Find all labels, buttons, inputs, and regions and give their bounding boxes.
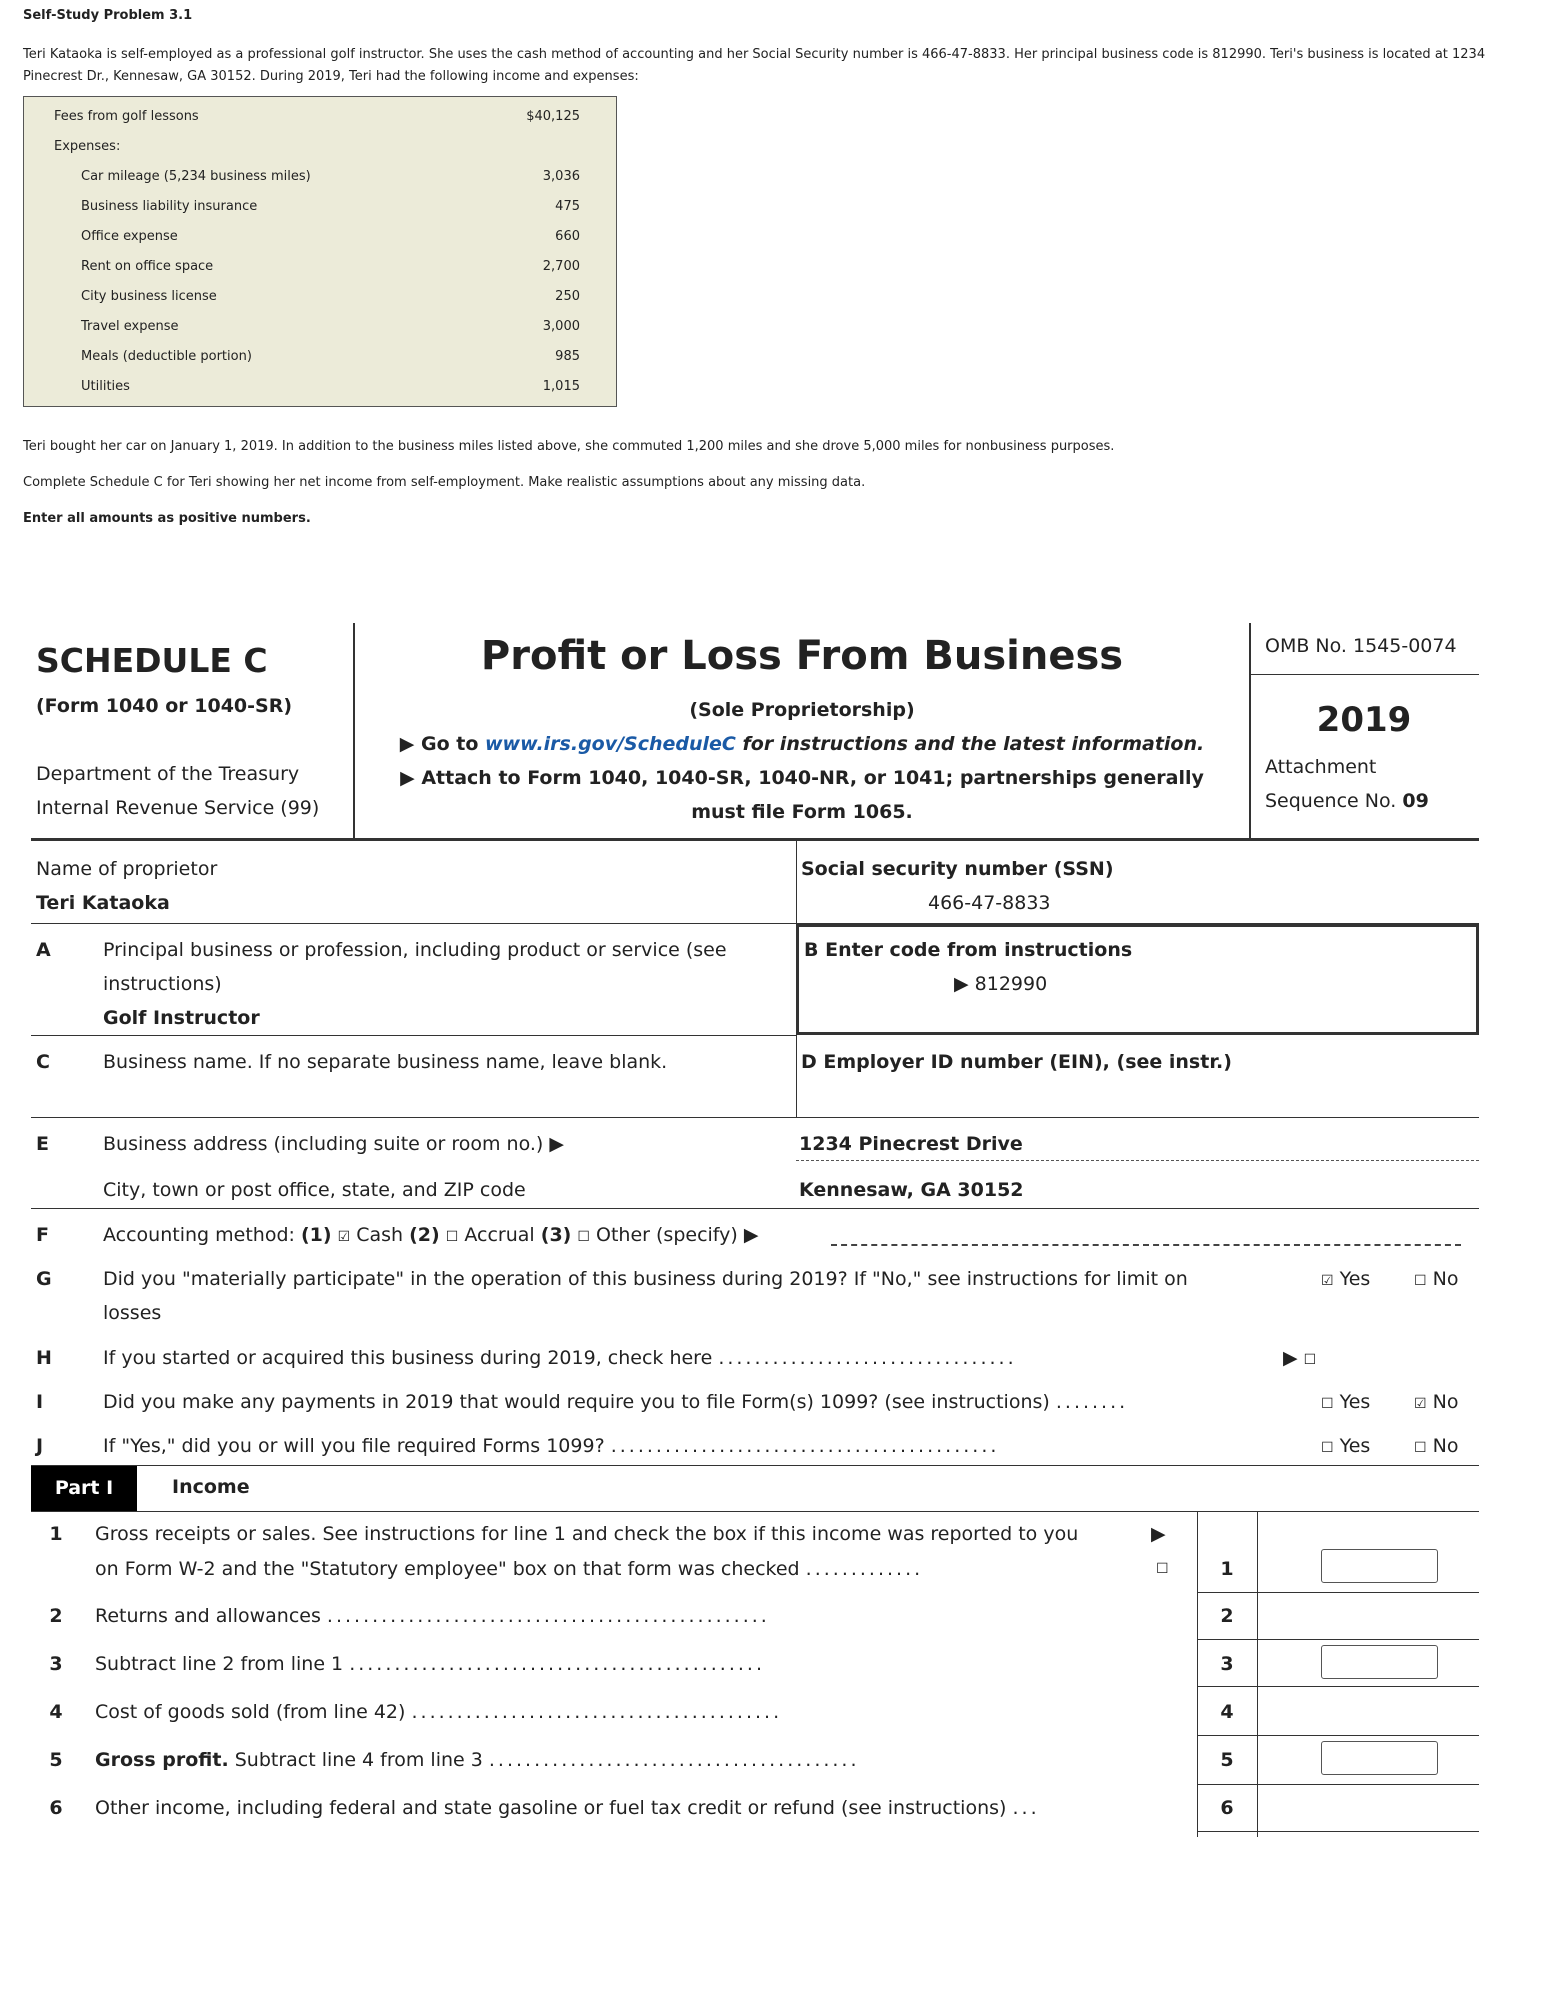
name-value[interactable]: Teri Kataoka: [36, 892, 170, 914]
form-header-left: [31, 623, 353, 838]
line-5-bold-text: Gross profit.: [95, 1749, 229, 1771]
line-f-letter: F: [36, 1224, 49, 1246]
line-g-label-1: Did you "materially participate" in the operation of this business during 2019? If "No," see instructions for limit on: [103, 1268, 1188, 1290]
tax-year: 2019: [1316, 700, 1412, 740]
line-e-letter: E: [36, 1133, 49, 1155]
expense-label: Rent on office space: [81, 259, 214, 274]
filed-1099-no[interactable]: [1414, 1435, 1458, 1457]
payments-1099-yes[interactable]: [1321, 1391, 1370, 1413]
business-city[interactable]: Kennesaw, GA 30152: [799, 1179, 1024, 1201]
line-j-label: If "Yes," did you or will you file required Forms 1099?: [103, 1435, 605, 1457]
line-6-box-number: 6: [1220, 1797, 1234, 1819]
car-note: Teri bought her car on January 1, 2019. In addition to the business miles listed above, she commuted 1,200 miles and she drove 5,000 miles for nonbusiness purposes.: [23, 439, 1115, 454]
line-5-row: Gross profit. Subtract line 4 from line 3 .........................................: [95, 1749, 860, 1771]
line-4-row: Cost of goods sold (from line 42) .........................................: [95, 1701, 783, 1723]
expense-amount: 3,000: [542, 319, 580, 334]
attach-line-1: ▶ Attach to Form 1040, 1040-SR, 1040-NR, or 1041; partnerships generally: [400, 767, 1204, 789]
line-a-letter: A: [36, 939, 51, 961]
attachment-label: Attachment: [1265, 756, 1377, 778]
line-3-row: Subtract line 2 from line 1 ..............................................: [95, 1653, 766, 1675]
line-4-number: 4: [49, 1701, 63, 1723]
accrual-label: Accrual: [464, 1224, 535, 1246]
line-e-label: Business address (including suite or room no.) ▶: [103, 1133, 564, 1155]
sequence-label: Sequence No.: [1265, 790, 1397, 812]
line-1-number: 1: [49, 1523, 63, 1545]
goto-suffix: for instructions and the latest information.: [735, 733, 1205, 755]
expenses-heading: Expenses:: [54, 139, 121, 154]
filed-1099-no-label: No: [1432, 1435, 1459, 1457]
payments-1099-yes-checkbox[interactable]: ☐: [1321, 1396, 1334, 1412]
arrow-right-icon: ▶: [1283, 1347, 1298, 1369]
department: Department of the Treasury: [36, 763, 300, 785]
line-1-row-2: on Form W-2 and the "Statutory employee" box on that form was checked .............: [95, 1558, 924, 1580]
cash-checkbox-checked[interactable]: ☑: [337, 1229, 351, 1245]
line-2-box-number: 2: [1220, 1605, 1234, 1627]
line-j-row: If "Yes," did you or will you file required Forms 1099? ...........................................: [103, 1435, 1000, 1457]
payments-1099-no-label: No: [1432, 1391, 1459, 1413]
line-5-text: Subtract line 4 from line 3: [228, 1749, 483, 1771]
line-e-city-label: City, town or post office, state, and ZIP code: [103, 1179, 526, 1201]
accounting-method-label: Accounting method:: [103, 1224, 295, 1246]
line-3-input[interactable]: [1321, 1645, 1438, 1679]
line-h-letter: H: [36, 1347, 52, 1369]
part-label: Part I: [31, 1466, 137, 1511]
line-3-number: 3: [49, 1653, 63, 1675]
expense-label: City business license: [81, 289, 217, 304]
form-reference: (Form 1040 or 1040-SR): [36, 695, 293, 717]
filed-1099-no-checkbox[interactable]: ☐: [1414, 1440, 1427, 1456]
line-2-number: 2: [49, 1605, 63, 1627]
form-header-center: [353, 623, 1251, 838]
expense-row: [24, 286, 618, 308]
line-d-label: D Employer ID number (EIN), (see instr.): [801, 1051, 1232, 1073]
income-amount: $40,125: [526, 109, 580, 124]
line-2-text: Returns and allowances: [95, 1605, 321, 1627]
other-method-field[interactable]: [831, 1244, 1461, 1246]
expense-row: [24, 226, 618, 248]
part-title: Income: [172, 1476, 250, 1498]
option-1-number: (1): [300, 1224, 332, 1246]
line-b-label: B Enter code from instructions: [804, 939, 1133, 961]
expense-label: Travel expense: [81, 319, 179, 334]
name-label: Name of proprietor: [36, 858, 218, 880]
income-label: Fees from golf lessons: [54, 109, 199, 124]
expense-row: [24, 166, 618, 188]
expense-amount: 2,700: [542, 259, 580, 274]
expense-amount: 475: [555, 199, 580, 214]
filed-1099-yes-label: Yes: [1339, 1435, 1371, 1457]
expense-label: Utilities: [81, 379, 130, 394]
expense-row: [24, 256, 618, 278]
expense-row: [24, 346, 618, 368]
expenses-heading-row: [24, 136, 618, 158]
line-b-value[interactable]: ▶ 812990: [954, 973, 1048, 995]
line-h-row: If you started or acquired this business during 2019, check here .................................: [103, 1347, 1017, 1369]
payments-1099-no[interactable]: [1414, 1391, 1458, 1413]
line-1-text-2: on Form W-2 and the "Statutory employee" box on that form was checked: [95, 1558, 800, 1580]
line-c-letter: C: [36, 1051, 50, 1073]
problem-intro: Teri Kataoka is self-employed as a professional golf instructor. She uses the cash method of accounting and her Social Security number is 466-47-8833. Her principal business code is 812990. Teri's business is located at 1234 Pinecrest Dr., Kennesaw, GA 30152. During 2019, Teri had the following income and expenses:: [23, 47, 1486, 84]
line-h-label: If you started or acquired this business during 2019, check here: [103, 1347, 713, 1369]
line-a-label-1: Principal business or profession, including product or service (see: [103, 939, 727, 961]
line-a-value[interactable]: Golf Instructor: [103, 1007, 260, 1029]
line-6-row: Other income, including federal and state gasoline or fuel tax credit or refund (see instructions) ...: [95, 1797, 1040, 1819]
cash-label: Cash: [356, 1224, 404, 1246]
line-6-text: Other income, including federal and state gasoline or fuel tax credit or refund (see instructions): [95, 1797, 1007, 1819]
expense-row: [24, 316, 618, 338]
expense-label: Car mileage (5,234 business miles): [81, 169, 311, 184]
line-1-text-1: Gross receipts or sales. See instructions for line 1 and check the box if this income was reported to you: [95, 1523, 1079, 1545]
filed-1099-yes[interactable]: [1321, 1435, 1370, 1457]
participate-no-checkbox[interactable]: ☐: [1414, 1273, 1427, 1289]
line-a-label-2: instructions): [103, 973, 222, 995]
line-4-text: Cost of goods sold (from line 42): [95, 1701, 406, 1723]
line-g-label-2: losses: [103, 1302, 162, 1324]
line-3-box-number: 3: [1220, 1653, 1234, 1675]
line-4-box-number: 4: [1220, 1701, 1234, 1723]
irs-link[interactable]: www.irs.gov/ScheduleC: [485, 733, 736, 755]
started-business-checkbox[interactable]: ☐: [1303, 1352, 1317, 1368]
ssn-value[interactable]: 466-47-8833: [928, 892, 1051, 914]
sequence-number: 09: [1402, 790, 1429, 812]
statutory-employee-checkbox[interactable]: ☐: [1156, 1561, 1169, 1577]
expense-amount: 985: [555, 349, 580, 364]
participate-no-label: No: [1432, 1268, 1459, 1290]
other-method-checkbox[interactable]: ☐: [577, 1229, 590, 1245]
form-subtitle: (Sole Proprietorship): [689, 699, 915, 721]
line-g-letter: G: [36, 1268, 52, 1290]
participate-yes-checkbox-checked[interactable]: ☑: [1321, 1273, 1334, 1289]
schedule-title: SCHEDULE C: [36, 641, 268, 680]
omb-number: OMB No. 1545-0074: [1265, 635, 1457, 657]
line-2-row: Returns and allowances .................................................: [95, 1605, 770, 1627]
form-title: Profit or Loss From Business: [480, 633, 1124, 679]
expense-row: [24, 196, 618, 218]
line-i-label: Did you make any payments in 2019 that would require you to file Form(s) 1099? (see instructions): [103, 1391, 1050, 1413]
goto-instructions: [355, 733, 1249, 755]
arrow-right-icon: ▶: [1151, 1523, 1166, 1545]
problem-title: Self-Study Problem 3.1: [23, 8, 193, 23]
income-expense-table: [23, 96, 617, 407]
positive-numbers-note: Enter all amounts as positive numbers.: [23, 511, 311, 526]
accounting-method-row: [103, 1224, 758, 1246]
participate-yes[interactable]: [1321, 1268, 1370, 1290]
income-row: [24, 106, 618, 128]
goto-prefix: ▶ Go to: [399, 733, 485, 755]
other-method-label: Other (specify) ▶: [596, 1224, 759, 1246]
expense-amount: 660: [555, 229, 580, 244]
expense-label: Office expense: [81, 229, 178, 244]
line-c-label: Business name. If no separate business name, leave blank.: [103, 1051, 668, 1073]
option-2-number: (2): [409, 1224, 440, 1246]
expense-amount: 3,036: [542, 169, 580, 184]
filed-1099-yes-checkbox[interactable]: ☐: [1321, 1440, 1334, 1456]
payments-1099-yes-label: Yes: [1339, 1391, 1371, 1413]
line-1-input[interactable]: [1321, 1549, 1438, 1583]
instruction-note: Complete Schedule C for Teri showing her net income from self-employment. Make realistic assumptions about any missing data.: [23, 475, 866, 490]
option-3-number: (3): [540, 1224, 572, 1246]
line-b-box: [796, 924, 1479, 1035]
expense-row: [24, 376, 618, 398]
line-i-letter: I: [36, 1391, 44, 1413]
expense-label: Meals (deductible portion): [81, 349, 252, 364]
accrual-checkbox[interactable]: ☐: [445, 1229, 459, 1245]
business-address[interactable]: 1234 Pinecrest Drive: [799, 1133, 1023, 1155]
expense-amount: 250: [555, 289, 580, 304]
started-business-check[interactable]: [1283, 1347, 1316, 1369]
sequence: [1265, 790, 1429, 812]
line-3-text: Subtract line 2 from line 1: [95, 1653, 344, 1675]
form-header: [31, 623, 1479, 838]
participate-yes-label: Yes: [1339, 1268, 1371, 1290]
line-j-letter: J: [36, 1435, 44, 1457]
line-5-input[interactable]: [1321, 1741, 1438, 1775]
line-5-number: 5: [49, 1749, 63, 1771]
ssn-label: Social security number (SSN): [801, 858, 1114, 880]
payments-1099-no-checkbox-checked[interactable]: ☑: [1414, 1396, 1427, 1412]
form-header-right: [1249, 623, 1479, 838]
expense-label: Business liability insurance: [81, 199, 258, 214]
attach-line-2: must file Form 1065.: [691, 801, 913, 823]
irs-office: Internal Revenue Service (99): [36, 797, 320, 819]
line-i-row: Did you make any payments in 2019 that would require you to file Form(s) 1099? (see instructions) ........: [103, 1391, 1129, 1413]
participate-no[interactable]: [1414, 1268, 1458, 1290]
line-1-box-number: 1: [1220, 1558, 1234, 1580]
expense-amount: 1,015: [542, 379, 580, 394]
line-5-box-number: 5: [1220, 1749, 1234, 1771]
line-6-number: 6: [49, 1797, 63, 1819]
